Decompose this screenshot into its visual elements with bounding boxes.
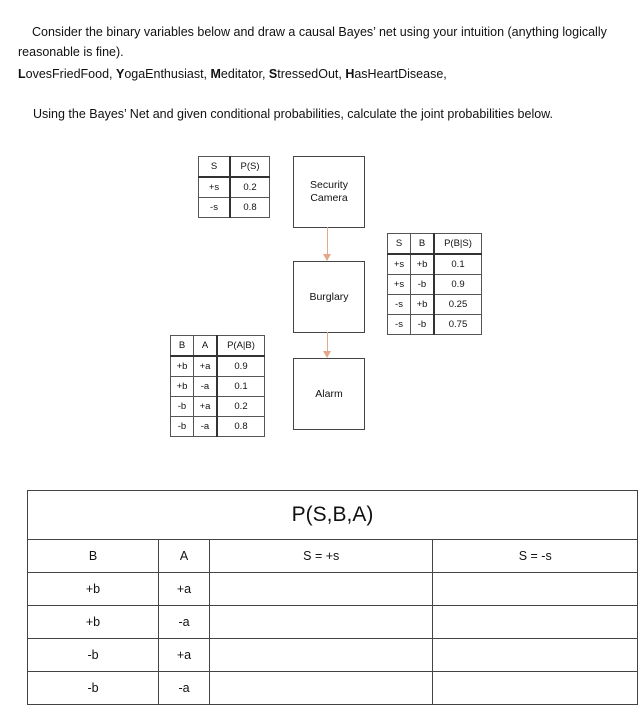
table-row: +b +a [28, 573, 638, 606]
table-row: -b +a [28, 639, 638, 672]
answer-cell[interactable] [433, 573, 638, 606]
arrow-burglary-to-alarm [327, 332, 328, 357]
table-row: -b -a [28, 672, 638, 705]
variable-list: LovesFriedFood, YogaEnthusiast, Meditator, StressedOut, HasHeartDisease, [18, 67, 447, 81]
answer-cell[interactable] [433, 672, 638, 705]
answer-cell[interactable] [210, 573, 433, 606]
variable-name: StressedOut [268, 67, 339, 81]
answer-cell[interactable] [433, 606, 638, 639]
column-header-s-plus: S = +s [210, 540, 433, 573]
joint-table-title: P(S,B,A) [28, 491, 638, 540]
variable-name: HasHeartDisease [345, 67, 444, 81]
answer-cell[interactable] [210, 672, 433, 705]
table-row: +b -a [28, 606, 638, 639]
alarm-node: Alarm [293, 358, 365, 430]
arrow-camera-to-burglary [327, 227, 328, 260]
joint-probability-table [27, 490, 638, 705]
column-header-a: A [159, 540, 210, 573]
cpt-alarm: B A P(A|B) +b +a 0.9 +b -a 0.1 -b +a 0.2 -b -a 0.8 [170, 335, 265, 437]
variable-name: LovesFriedFood [18, 67, 110, 81]
variable-name: YogaEnthusiast [115, 67, 204, 81]
answer-cell[interactable] [433, 639, 638, 672]
joint-instruction: Using the Bayes’ Net and given conditional probabilities, calculate the joint probabilities below. [33, 107, 553, 121]
answer-cell[interactable] [210, 639, 433, 672]
burglary-node: Burglary [293, 261, 365, 333]
security-camera-node: Security Camera [293, 156, 365, 228]
instruction-paragraph: Consider the binary variables below and draw a causal Bayes’ net using your intuition (anything logically reasonable is fine). [18, 25, 607, 59]
cpt-security-camera: S P(S) +s 0.2 -s 0.8 [198, 156, 270, 218]
column-header-b: B [28, 540, 159, 573]
answer-cell[interactable] [210, 606, 433, 639]
column-header-s-minus: S = -s [433, 540, 638, 573]
cpt-burglary: S B P(B|S) +s +b 0.1 +s -b 0.9 -s +b 0.25 -s -b 0.75 [387, 233, 482, 335]
variable-name: Meditator [210, 67, 262, 81]
